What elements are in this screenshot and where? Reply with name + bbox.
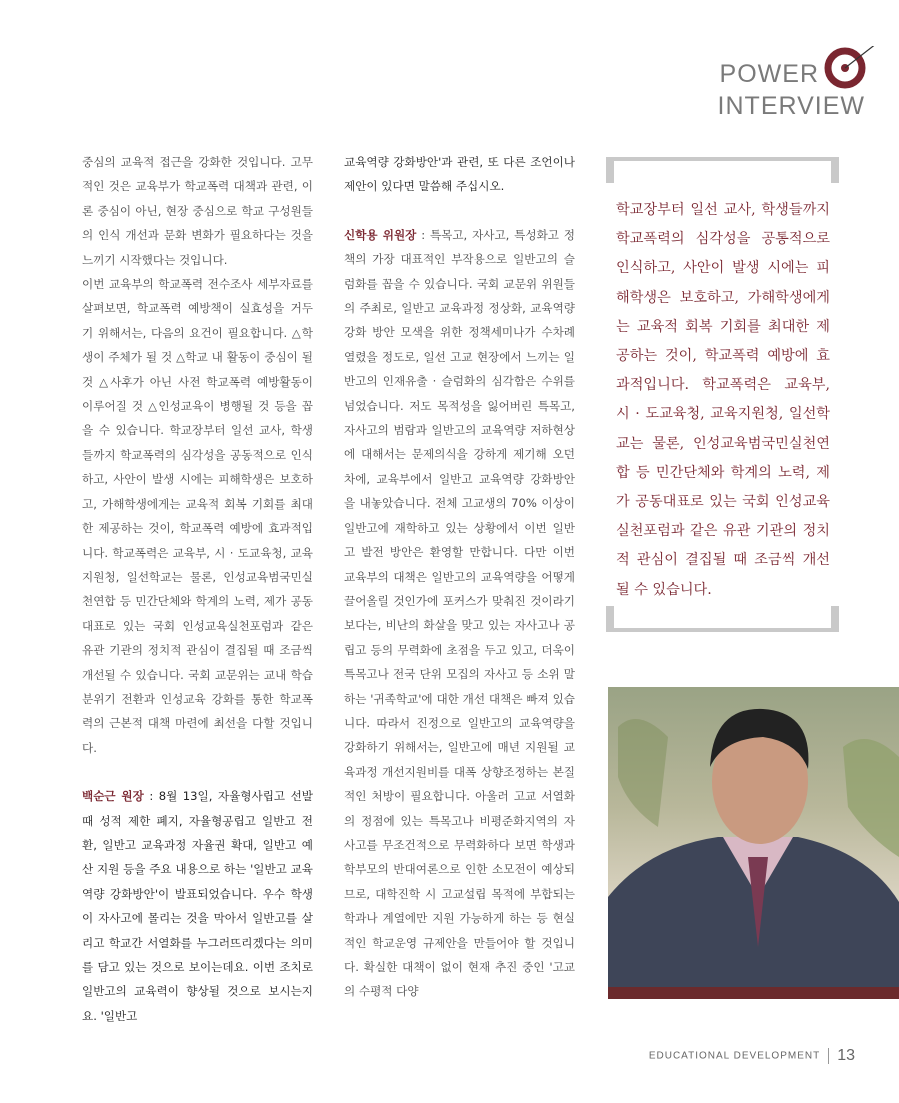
answer-text: : 특목고, 자사고, 특성화고 정책의 가장 대표적인 부작용으로 일반고의 슬럼화를 꼽을 수 있습니다. 국회 교문위 위원들의 주최로, 일반고 교육과정 정상화, 교육역량 강화 방안 모색을 위한 정책세미나가 수차례 열렸을 정도로, 일선 고교 현장에서 느끼는 일반고의 인재유출 · 슬럼화의 심각함은 수위를 넘었습니다. 저도 목적성을 잃어버린 특목고, 자사고의 범람과 일반고의 교육역량 저하현상에 대해서는 문제의식을 강하게 제기해 오던 차에, 교육부에서 일반고 교육역량 강화방안을 내놓았습니다. 전체 고교생의 70% 이상이 일반고에 재학하고 있는 상황에서 이번 일반고 발전 방안은 환영할 만합니다. 다만 이번 교육부의 대책은 일반고의 교육역량을 어떻게 끌어올릴 것인가에 포커스가 맞춰진 것이라기보다는, 비난의 화살을 맞고 있는 자사고나 공립고 등의 무력화에 초점을 두고 있고, 더욱이 특목고나 전국 단위 모집의 자사고 등 소위 말하는 '귀족학교'에 대한 개선 대책은 빠져 있습니다. 따라서 진정으로 일반고의 교육역량을 강화하기 위해서는, 일반고에 매년 지원될 교육과정 개선지원비를 대폭 상향조정하는 본질적인 처방이 필요합니다. 아울러 고교 서열화의 정점에 있는 특목고나 비평준화지역의 자사고를 무조건적으로 무력화하다 보면 학생과 학부모의 반대여론으로 인한 소모전이 예상되므로, 대학진학 시 고교설립 목적에 부합되는 학과나 계열에만 지원 가능하게 하는 등 현실적인 학교운영 규제안을 만들어야 할 것입니다. 확실한 대책이 없이 현재 추진 중인 '고교의 수평적 다양: [344, 227, 576, 999]
speaker-name: 백순근 원장: [82, 789, 144, 804]
question-continuation: 교육역량 강화방안'과 관련, 또 다른 조언이나 제안이 있다면 말씀해 주십시오.: [344, 155, 575, 194]
portrait-illustration: [608, 687, 899, 987]
publication-name: EDUCATIONAL DEVELOPMENT: [648, 1050, 821, 1062]
pull-quote: 학교장부터 일선 교사, 학생들까지 학교폭력의 심각성을 공통적으로 인식하고, 사안이 발생 시에는 피해학생은 보호하고, 가해학생에게는 교육적 회복 기회를 최대한 제공하는 것이, 학교폭력 예방에 효과적입니다. 학교폭력은 교육부, 시 · 도교육청, 교육지원청, 일선학교는 물론, 인성교육범국민실천연합 등 민간단체와 학계의 노력, 제가 공동대표로 있는 국회 인성교육실천포럼과 같은 유관 기관의 정치적 관심이 결집될 때 조금씩 개선될 수 있습니다.: [616, 202, 830, 598]
question-paragraph: [82, 784, 313, 1028]
question-text: : 8월 13일, 자율형사립고 선발 때 성적 제한 폐지, 자율형공립고 일반고 전환, 일반고 교육과정 자율권 확대, 일반고 예산 지원 등을 주요 내용으로 하는 '일반고 교육역량 강화방안'이 발표되었습니다. 우수 학생이 자사고에 몰리는 것을 막아서 일반고를 살리고 학교간 서열화를 누그러뜨리겠다는 의미를 담고 있는 것으로 보이는데요. 이번 조치로 일반고의 교육력이 향상될 것으로 보시는지요. '일반고: [82, 789, 313, 1023]
paragraph: 이번 교육부의 학교폭력 전수조사 세부자료를 살펴보면, 학교폭력 예방책이 실효성을 거두기 위해서는, 다음의 요건이 필요합니다. △학생이 주체가 될 것 △학교 내 활동이 중심이 될 것 △사후가 아닌 사전 학교폭력 예방활동이 이루어질 것 △인성교육이 병행될 것 등을 꼽을 수 있습니다. 학교장부터 일선 교사, 학생들까지 학교폭력의 심각성을 공동적으로 인식하고, 사안이 발생 시에는 피해학생은 보호하고, 가해학생에게는 교육적 회복 기회를 최대한 제공하는 것이, 학교폭력 예방에 효과적입니다. 학교폭력은 교육부, 시 · 도교육청, 교육지원청, 일선학교는 물론, 인성교육범국민실천연합 등 민간단체와 학계의 노력, 제가 공동대표로 있는 국회 인성교육실천포럼과 같은 유관 기관의 정치적 관심이 결집될 때 조금씩 개선될 수 있습니다. 국회 교문위는 교내 학습분위기 전환과 인성교육 강화를 통한 학교폭력의 근본적 대책 마련에 최선을 다할 것입니다.: [82, 277, 313, 755]
page-footer: [649, 1047, 855, 1065]
header-power: POWER: [719, 60, 819, 88]
article-column-1: [82, 150, 313, 1028]
page-number: 13: [837, 1047, 855, 1064]
section-header: [718, 58, 865, 122]
paragraph: 중심의 교육적 접근을 강화한 것입니다. 고무적인 것은 교육부가 학교폭력 대책과 관련, 이론 중심이 아닌, 현장 중심으로 학교 구성원들의 인식 개선과 문화 변화가 필요하다는 것을 느끼기 시작했다는 것입니다.: [82, 155, 313, 267]
header-interview: INTERVIEW: [717, 92, 865, 120]
speaker-name: 신학용 위원장: [344, 227, 417, 242]
photo-accent-bar: [608, 987, 899, 999]
article-column-2: [344, 150, 575, 1004]
answer-paragraph: [344, 223, 575, 1004]
interviewee-photo: [608, 687, 899, 987]
